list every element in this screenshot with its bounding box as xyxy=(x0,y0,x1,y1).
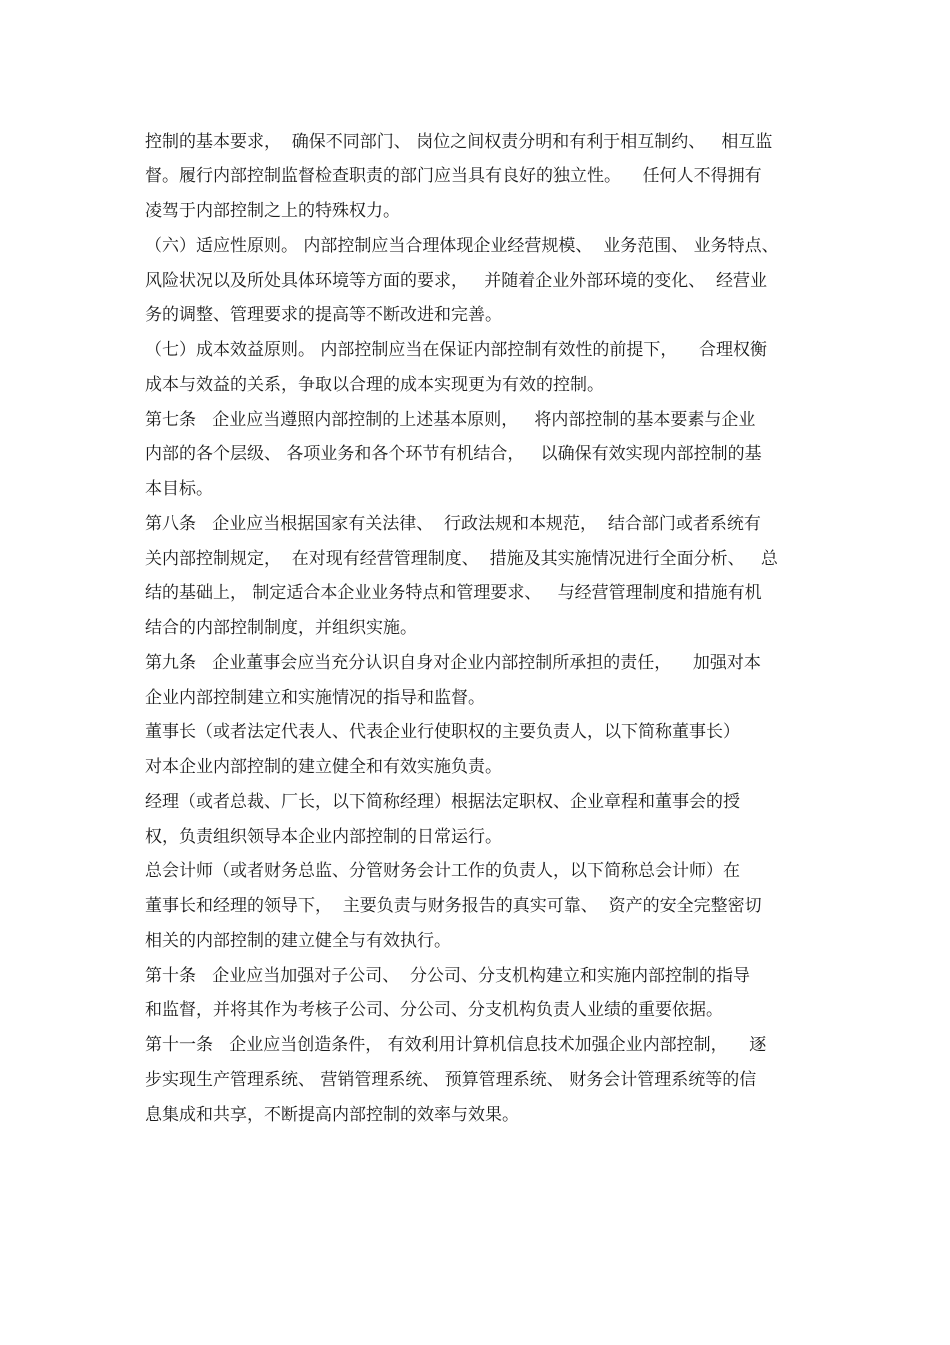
text-line: 经理（或者总裁、厂长，以下简称经理）根据法定职权、企业章程和董事会的授 xyxy=(145,792,740,812)
text-line: 息集成和共享，不断提高内部控制的效率与效果。 xyxy=(145,1105,519,1125)
text-line: （七）成本效益原则。 内部控制应当在保证内部控制有效性的前提下， 合理权衡 xyxy=(145,340,768,360)
text-line: 本目标。 xyxy=(145,479,213,499)
text-line: 凌驾于内部控制之上的特殊权力。 xyxy=(145,201,400,221)
text-line: 第八条 企业应当根据国家有关法律、 行政法规和本规范， 结合部门或者系统有 xyxy=(145,514,761,534)
text-line: 关内部控制规定， 在对现有经营管理制度、 措施及其实施情况进行全面分析、 总 xyxy=(145,549,778,569)
text-line: 结的基础上， 制定适合本企业业务特点和管理要求、 与经营管理制度和措施有机 xyxy=(145,583,762,603)
text-line: 务的调整、管理要求的提高等不断改进和完善。 xyxy=(145,305,502,325)
text-line: 董事长和经理的领导下， 主要负责与财务报告的真实可靠、 资产的安全完整密切 xyxy=(145,896,762,916)
text-line: 第九条 企业董事会应当充分认识自身对企业内部控制所承担的责任， 加强对本 xyxy=(145,653,761,673)
text-line: 董事长（或者法定代表人、代表企业行使职权的主要负责人，以下简称董事长） xyxy=(145,722,740,742)
text-line: 第七条 企业应当遵照内部控制的上述基本原则， 将内部控制的基本要素与企业 xyxy=(145,410,756,430)
text-line: （六）适应性原则。 内部控制应当合理体现企业经营规模、 业务范围、 业务特点、 xyxy=(145,236,779,256)
text-line: 内部的各个层级、 各项业务和各个环节有机结合， 以确保有效实现内部控制的基 xyxy=(145,444,762,464)
text-line: 结合的内部控制制度，并组织实施。 xyxy=(145,618,417,638)
text-line: 督。履行内部控制监督检查职责的部门应当具有良好的独立性。 任何人不得拥有 xyxy=(145,166,762,186)
text-line: 第十一条 企业应当创造条件， 有效利用计算机信息技术加强企业内部控制， 逐 xyxy=(145,1035,767,1055)
text-line: 相关的内部控制的建立健全与有效执行。 xyxy=(145,931,451,951)
text-line: 总会计师（或者财务总监、分管财务会计工作的负责人，以下简称总会计师）在 xyxy=(145,861,740,881)
text-line: 对本企业内部控制的建立健全和有效实施负责。 xyxy=(145,757,502,777)
text-line: 第十条 企业应当加强对子公司、 分公司、分支机构建立和实施内部控制的指导 xyxy=(145,966,751,986)
text-line: 和监督，并将其作为考核子公司、分公司、分支机构负责人业绩的重要依据。 xyxy=(145,1000,723,1020)
text-line: 控制的基本要求， 确保不同部门、 岗位之间权责分明和有利于相互制约、 相互监 xyxy=(145,132,773,152)
text-line: 成本与效益的关系，争取以合理的成本实现更为有效的控制。 xyxy=(145,375,604,395)
text-line: 风险状况以及所处具体环境等方面的要求， 并随着企业外部环境的变化、 经营业 xyxy=(145,271,768,291)
text-line: 步实现生产管理系统、 营销管理系统、 预算管理系统、 财务会计管理系统等的信 xyxy=(145,1070,757,1090)
text-line: 企业内部控制建立和实施情况的指导和监督。 xyxy=(145,688,485,708)
text-line: 权，负责组织领导本企业内部控制的日常运行。 xyxy=(145,827,502,847)
